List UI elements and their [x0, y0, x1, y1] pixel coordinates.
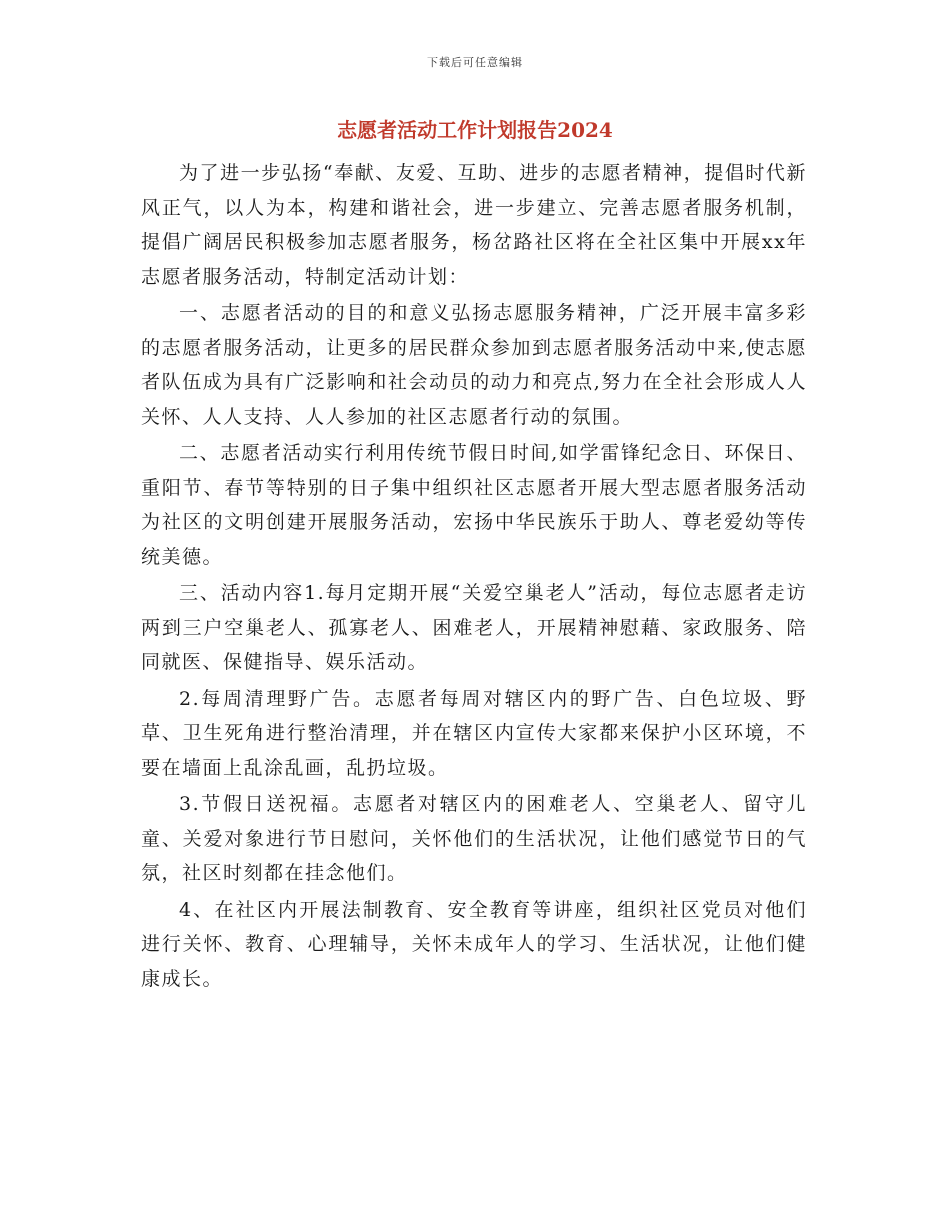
- paragraph-content-4: 4、在社区内开展法制教育、安全教育等讲座，组织社区党员对他们进行关怀、教育、心理辅导，关怀未成年人的学习、生活状况，让他们健康成长。: [141, 898, 807, 990]
- document-title: 志愿者活动工作计划报告2024: [337, 118, 613, 142]
- paragraph-intro: 为了进一步弘扬“奉献、友爱、互助、进步的志愿者精神，提倡时代新风正气，以人为本，构建和谐社会，进一步建立、完善志愿者服务机制，提倡广阔居民积极参加志愿者服务，杨岔路社区将在全社区集中开展xx年志愿者服务活动，特制定活动计划：: [141, 162, 807, 288]
- document-body: [141, 156, 807, 998]
- paragraph-purpose: 一、志愿者活动的目的和意义弘扬志愿服务精神，广泛开展丰富多彩的志愿者服务活动，让更多的居民群众参加到志愿者服务活动中来,使志愿者队伍成为具有广泛影响和社会动员的动力和亮点,努力在全社会形成人人关怀、人人支持、人人参加的社区志愿者行动的氛围。: [141, 302, 807, 428]
- header-note: 下载后可任意编辑: [427, 56, 523, 69]
- paragraph-content-3: 3.节假日送祝福。志愿者对辖区内的困难老人、空巢老人、留守儿童、关爱对象进行节日慰问，关怀他们的生活状况，让他们感觉节日的气氛，社区时刻都在挂念他们。: [141, 793, 807, 884]
- paragraph-content-2: 2.每周清理野广告。志愿者每周对辖区内的野广告、白色垃圾、野草、卫生死角进行整治清理，并在辖区内宣传大家都来保护小区环境，不要在墙面上乱涂乱画，乱扔垃圾。: [141, 687, 807, 779]
- paragraph-schedule: 二、志愿者活动实行利用传统节假日时间,如学雷锋纪念日、环保日、重阳节、春节等特别的日子集中组织社区志愿者开展大型志愿者服务活动为社区的文明创建开展服务活动，宏扬中华民族乐于助人、尊老爱幼等传统美德。: [141, 442, 807, 568]
- paragraph-content-1: 三、活动内容1.每月定期开展“关爱空巢老人”活动，每位志愿者走访两到三户空巢老人、孤寡老人、困难老人，开展精神慰藉、家政服务、陪同就医、保健指导、娱乐活动。: [141, 582, 807, 673]
